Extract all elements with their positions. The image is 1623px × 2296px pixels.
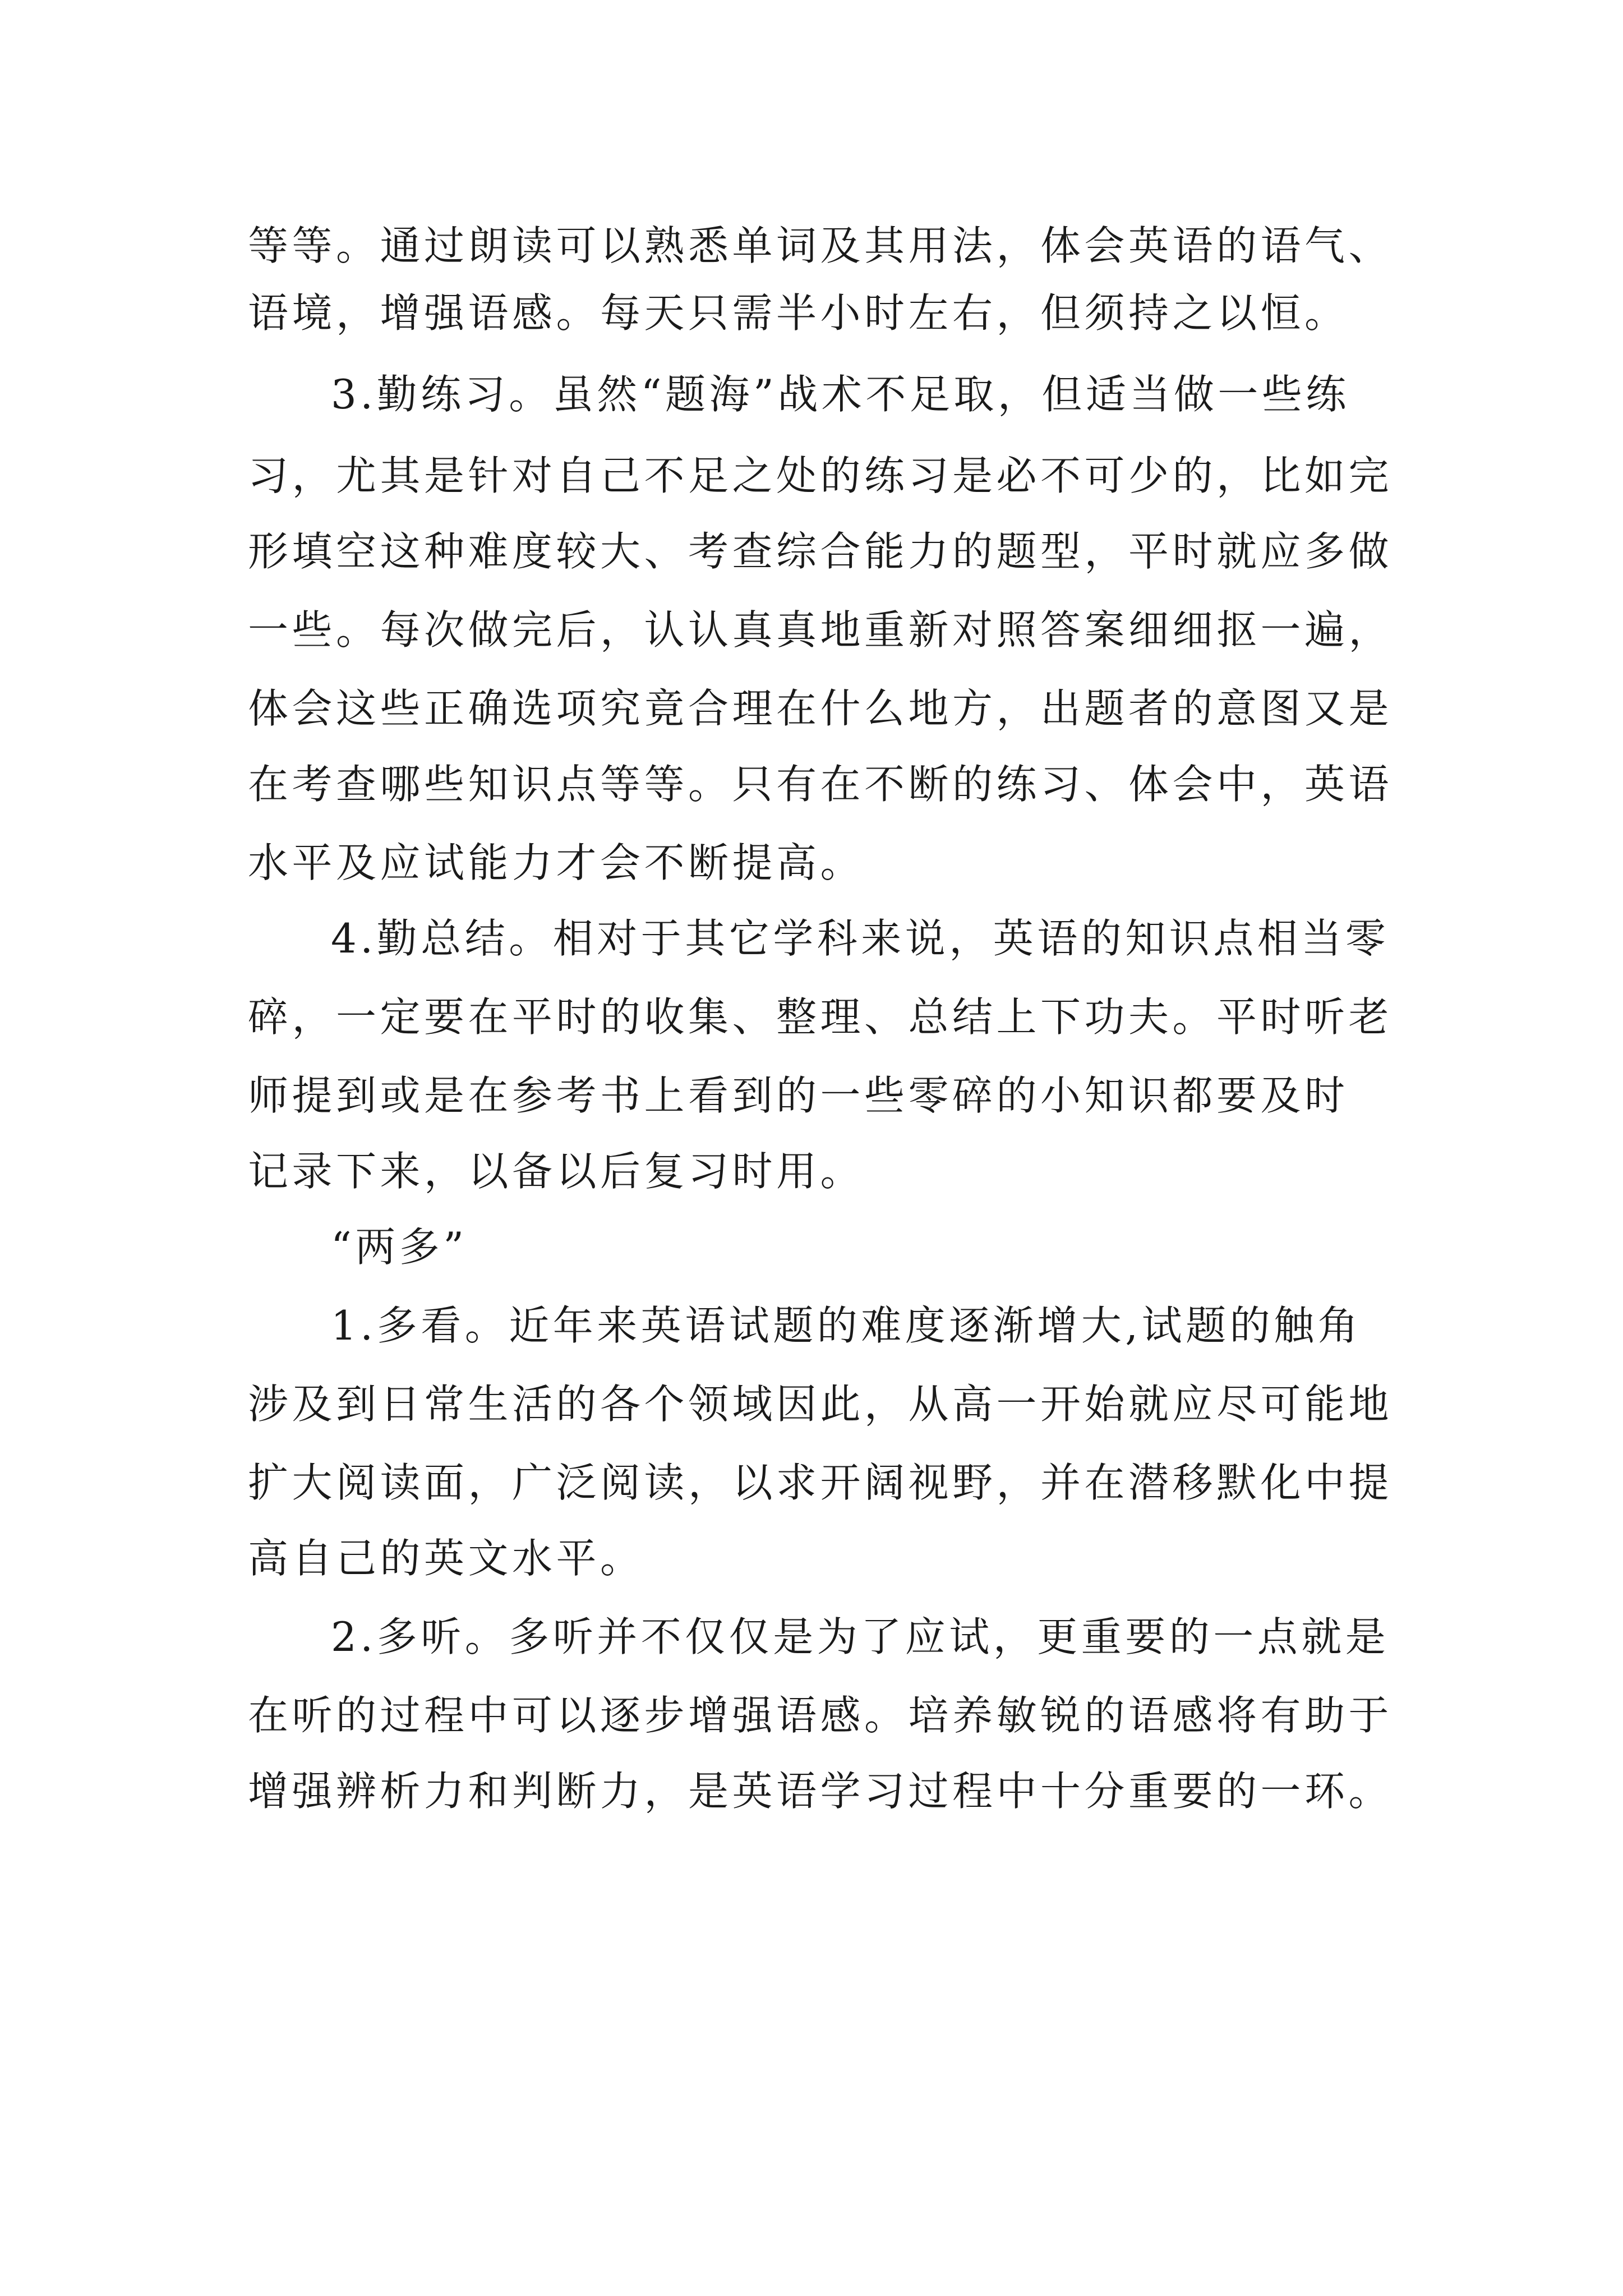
text-line: 涉及到日常生活的各个领域因此，从高一开始就应尽可能地 <box>248 1381 1393 1428</box>
text-line: 3.勤练习。虽然“题海”战术不足取，但适当做一些练 <box>331 371 1350 418</box>
text-line: 1.多看。近年来英语试题的难度逐渐增大,试题的触角 <box>331 1302 1362 1349</box>
text-line: 增强辨析力和判断力，是英语学习过程中十分重要的一环。 <box>248 1768 1393 1815</box>
text-line: 水平及应试能力才会不断提高。 <box>248 839 865 886</box>
text-line: 碎，一定要在平时的收集、整理、总结上下功夫。平时听老 <box>248 993 1393 1041</box>
text-line: 在听的过程中可以逐步增强语感。培养敏锐的语感将有助于 <box>248 1692 1393 1739</box>
text-line: 形填空这种难度较大、考查综合能力的题型，平时就应多做 <box>248 528 1393 575</box>
text-line: 语境，增强语感。每天只需半小时左右，但须持之以恒。 <box>248 289 1349 337</box>
text-line: 记录下来，以备以后复习时用。 <box>248 1148 865 1195</box>
text-line: 4.勤总结。相对于其它学科来说，英语的知识点相当零 <box>331 915 1390 962</box>
text-line: 等等。通过朗读可以熟悉单词及其用法，体会英语的语气、 <box>248 222 1393 269</box>
text-line: 一些。每次做完后，认认真真地重新对照答案细细抠一遍， <box>248 606 1393 654</box>
text-line: 在考查哪些知识点等等。只有在不断的练习、体会中，英语 <box>248 761 1393 808</box>
section-heading: “两多” <box>331 1223 468 1271</box>
text-line: 扩大阅读面，广泛阅读，以求开阔视野，并在潜移默化中提 <box>248 1459 1393 1506</box>
text-line: 师提到或是在参考书上看到的一些零碎的小知识都要及时 <box>248 1072 1349 1119</box>
text-line: 习，尤其是针对自己不足之处的练习是必不可少的，比如完 <box>248 452 1393 499</box>
text-line: 高自己的英文水平。 <box>248 1535 644 1582</box>
text-line: 2.多听。多听并不仅仅是为了应试，更重要的一点就是 <box>331 1613 1390 1660</box>
text-line: 体会这些正确选项究竟合理在什么地方，出题者的意图又是 <box>248 685 1393 732</box>
